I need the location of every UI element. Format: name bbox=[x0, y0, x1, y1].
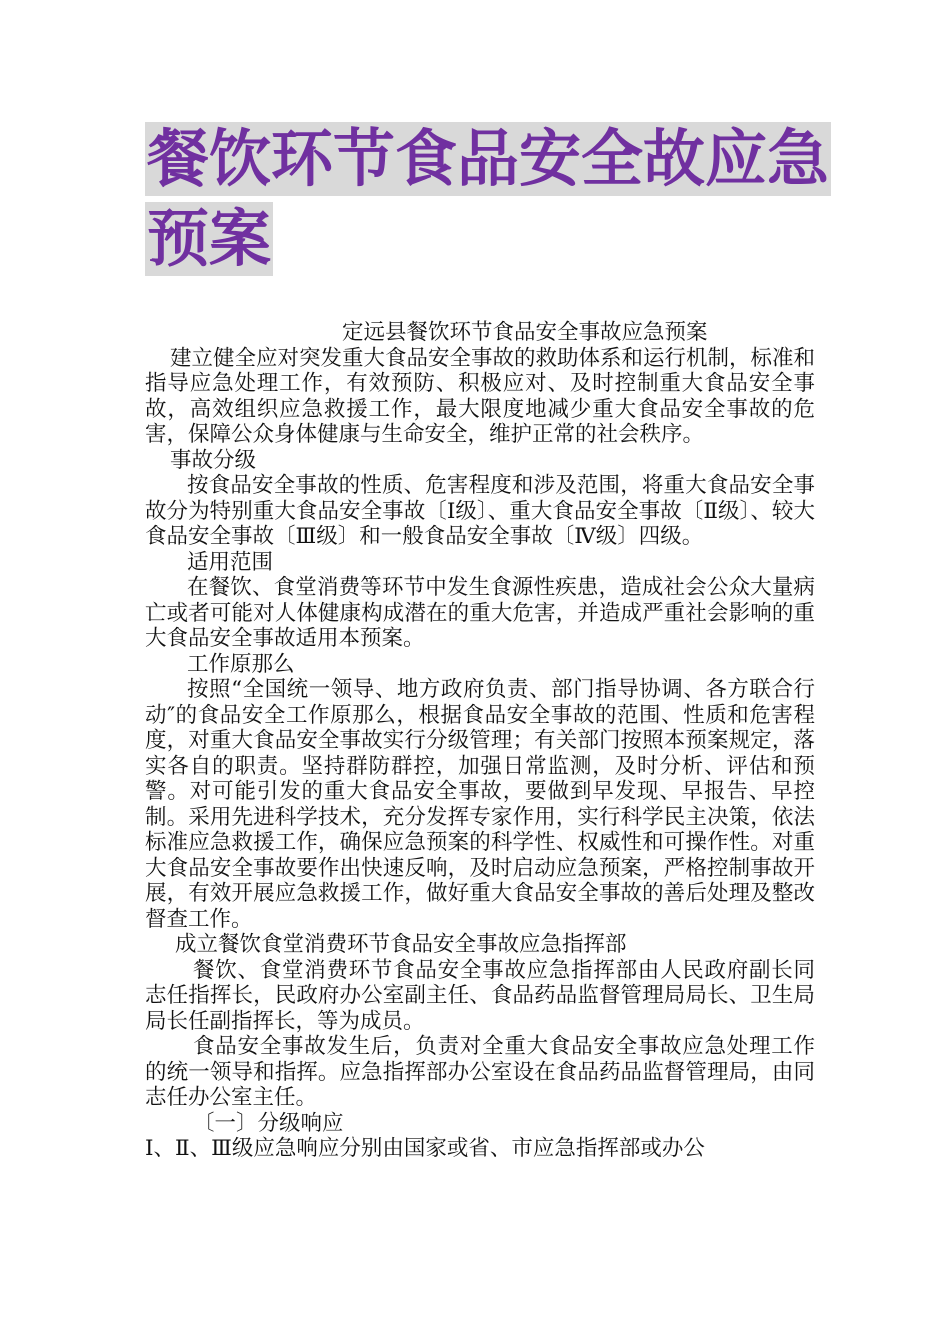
heading-response: 〔一〕分级响应 bbox=[193, 1110, 344, 1136]
heading-scope: 适用范围 bbox=[187, 549, 274, 575]
response-paragraph: Ⅰ、Ⅱ、Ⅲ级应急响应分别由国家或省、市应急指挥部或办公 bbox=[145, 1136, 705, 1161]
title-line-1: 餐饮环节食品安全故应急 bbox=[147, 122, 830, 195]
heading-command: 成立餐饮食堂消费环节食品安全事故应急指挥部 bbox=[175, 932, 627, 957]
document-subtitle: 定远县餐饮环节食品安全事故应急预案 bbox=[342, 320, 708, 345]
command-paragraph-1: 餐饮、食堂消费环节食品安全事故应急指挥部由人民政府副长同志任指挥长，民政府办公室副主任、食品药品监督管理局局长、卫生局局长任副指挥长，等为成员。 bbox=[145, 957, 815, 1034]
heading-principle: 工作原那么 bbox=[187, 651, 295, 677]
document-title bbox=[145, 122, 831, 276]
scope-paragraph: 在餐饮、食堂消费等环节中发生食源性疾患，造成社会公众大量病亡或者可能对人体健康构成潜在的重大危害，并造成严重社会影响的重大食品安全事故适用本预案。 bbox=[145, 575, 815, 651]
principle-paragraph: 按照“全国统一领导、地方政府负责、部门指导协调、各方联合行动″的食品安全工作原那么，根据食品安全事故的范围、性质和危害程度，对重大食品安全事故实行分级管理；有关部门按照本预案规定，落实各自的职责。坚持群防群控，加强日常监测，及时分析、评估和预警。对可能引发的重大食品安全事故，要做到早发现、早报告、早控制。采用先进科学技术，充分发挥专家作用，实行科学民主决策，依法标准应急救援工作，确保应急预案的科学性、权威性和可操作性。对重大食品安全事故要作出快速反响，及时启动应急预案，严格控制事故开展，有效开展应急救援工作，做好重大食品安全事故的善后处理及整改督查工作。 bbox=[145, 677, 815, 932]
document-body bbox=[145, 320, 815, 1162]
grading-paragraph: 按食品安全事故的性质、危害程度和涉及范围，将重大食品安全事故分为特别重大食品安全事故〔Ⅰ级〕、重大食品安全事故〔Ⅱ级〕、较大食品安全事故〔Ⅲ级〕和一般食品安全事故〔Ⅳ级〕四级。 bbox=[145, 473, 815, 549]
title-line-2: 预案 bbox=[147, 202, 272, 275]
command-paragraph-2: 食品安全事故发生后，负责对全重大食品安全事故应急处理工作的统一领导和指挥。应急指挥部办公室设在食品药品监督管理局，由同志任办公室主任。 bbox=[145, 1034, 815, 1110]
intro-paragraph: 建立健全应对突发重大食品安全事故的救助体系和运行机制，标准和指导应急处理工作，有效预防、积极应对、及时控制重大食品安全事故，高效组织应急救援工作，最大限度地减少重大食品安全事故的危害，保障公众身体健康与生命安全，维护正常的社会秩序。 bbox=[145, 345, 816, 447]
heading-grading: 事故分级 bbox=[170, 447, 257, 473]
